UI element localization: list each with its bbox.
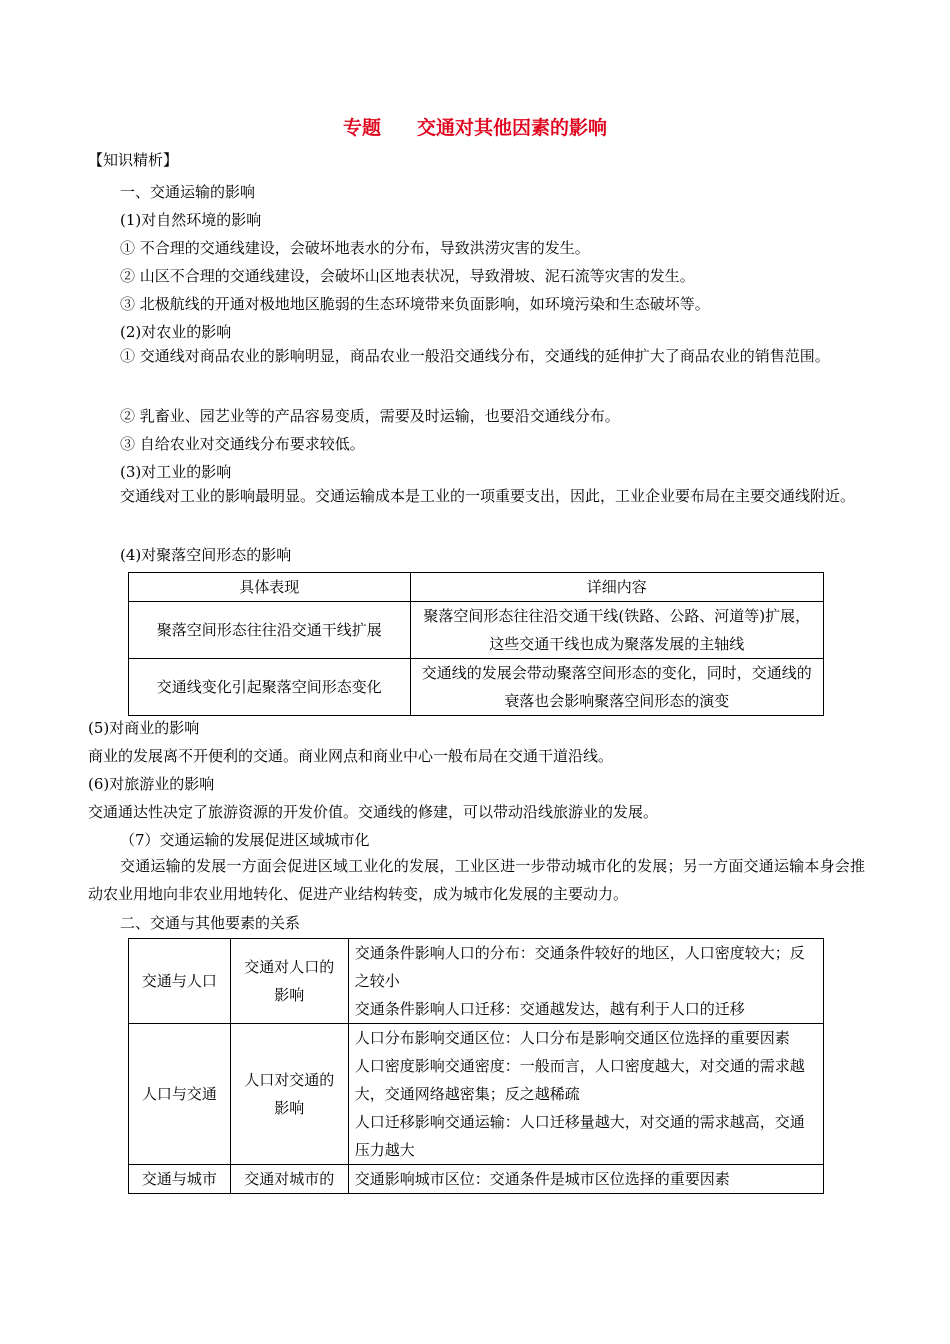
table-cell: 交通线变化引起聚落空间形态变化 — [129, 659, 411, 716]
table-cell: 人口对交通的影响 — [230, 1024, 348, 1165]
settlement-table — [128, 572, 824, 716]
list-item: 人口分布影响交通区位：人口分布是影响交通区位选择的重要因素 — [354, 1029, 790, 1047]
title-prefix: 专题 — [342, 117, 381, 139]
list-item: 人口迁移影响交通运输：人口迁移量越大，对交通的需求越高，交通压力越大 — [354, 1113, 805, 1159]
subheading-industry: (3)对工业的影响 — [120, 463, 232, 481]
paragraph: ① 交通线对商品农业的影响明显，商品农业一般沿交通线分布，交通线的延伸扩大了商品农业的销售范围。 — [120, 347, 830, 365]
list-item: 交通条件影响人口迁移：交通越发达，越有利于人口的迁移 — [354, 1000, 745, 1018]
table-cell — [348, 939, 823, 1024]
table-cell — [348, 1165, 823, 1194]
paragraph: 交通运输的发展一方面会促进区域工业化的发展，工业区进一步带动城市化的发展；另一方面交通运输本身会推动农业用地向非农业用地转化、促进产业结构转变，成为城市化发展的主要动力。 — [88, 857, 865, 903]
subheading-tourism: (6)对旅游业的影响 — [88, 775, 215, 793]
table-cell: 人口与交通 — [129, 1024, 231, 1165]
table-cell: 聚落空间形态往往沿交通干线(铁路、公路、河道等)扩展，这些交通干线也成为聚落发展的主轴线 — [410, 602, 823, 659]
title-main: 交通对其他因素的影响 — [417, 117, 608, 139]
table-cell: 交通线的发展会带动聚落空间形态的变化，同时，交通线的衰落也会影响聚落空间形态的演变 — [410, 659, 823, 716]
section-heading-2: 二、交通与其他要素的关系 — [120, 914, 301, 932]
paragraph: 商业的发展离不开便利的交通。商业网点和商业中心一般布局在交通干道沿线。 — [88, 747, 614, 765]
table-cell: 交通与人口 — [129, 939, 231, 1024]
paragraph: ② 山区不合理的交通线建设，会破坏山区地表状况，导致滑坡、泥石流等灾害的发生。 — [120, 267, 695, 285]
list-item: 人口密度影响交通密度：一般而言，人口密度越大，对交通的需求越大，交通网络越密集；反之越稀疏 — [354, 1057, 805, 1103]
table-header-cell: 具体表现 — [129, 573, 411, 602]
table-cell: 聚落空间形态往往沿交通干线扩展 — [129, 602, 411, 659]
relations-table — [128, 938, 824, 1194]
paragraph: ③ 自给农业对交通线分布要求较低。 — [120, 435, 365, 453]
section-tag: 【知识精析】 — [88, 151, 179, 169]
paragraph: 交通线对工业的影响最明显。交通运输成本是工业的一项重要支出，因此，工业企业要布局在主要交通线附近。 — [120, 487, 856, 505]
paragraph: ② 乳畜业、园艺业等的产品容易变质，需要及时运输，也要沿交通线分布。 — [120, 407, 620, 425]
subheading-commerce: (5)对商业的影响 — [88, 719, 200, 737]
table-header-cell: 详细内容 — [410, 573, 823, 602]
subheading-settlement: (4)对聚落空间形态的影响 — [120, 546, 292, 564]
paragraph: ① 不合理的交通线建设，会破坏地表水的分布，导致洪涝灾害的发生。 — [120, 239, 590, 257]
table-cell: 交通对城市的 — [230, 1165, 348, 1194]
paragraph: ③ 北极航线的开通对极地地区脆弱的生态环境带来负面影响，如环境污染和生态破坏等。 — [120, 295, 710, 313]
table-row — [129, 1024, 824, 1165]
table-row — [129, 659, 824, 716]
table-cell: 交通对人口的影响 — [230, 939, 348, 1024]
list-item: 交通条件影响人口的分布：交通条件较好的地区，人口密度较大；反之较小 — [354, 944, 805, 990]
page-title — [0, 113, 950, 140]
table-row — [129, 939, 824, 1024]
paragraph: 交通通达性决定了旅游资源的开发价值。交通线的修建，可以带动沿线旅游业的发展。 — [88, 803, 659, 821]
list-item: 交通影响城市区位：交通条件是城市区位选择的重要因素 — [354, 1170, 730, 1188]
subheading-urbanization: （7）交通运输的发展促进区域城市化 — [120, 831, 370, 849]
table-header-row — [129, 573, 824, 602]
table-cell — [348, 1024, 823, 1165]
section-heading-1: 一、交通运输的影响 — [120, 183, 256, 201]
table-row — [129, 602, 824, 659]
subheading-natural-environment: (1)对自然环境的影响 — [120, 211, 262, 229]
table-row — [129, 1165, 824, 1194]
table-cell: 交通与城市 — [129, 1165, 231, 1194]
subheading-agriculture: (2)对农业的影响 — [120, 323, 232, 341]
